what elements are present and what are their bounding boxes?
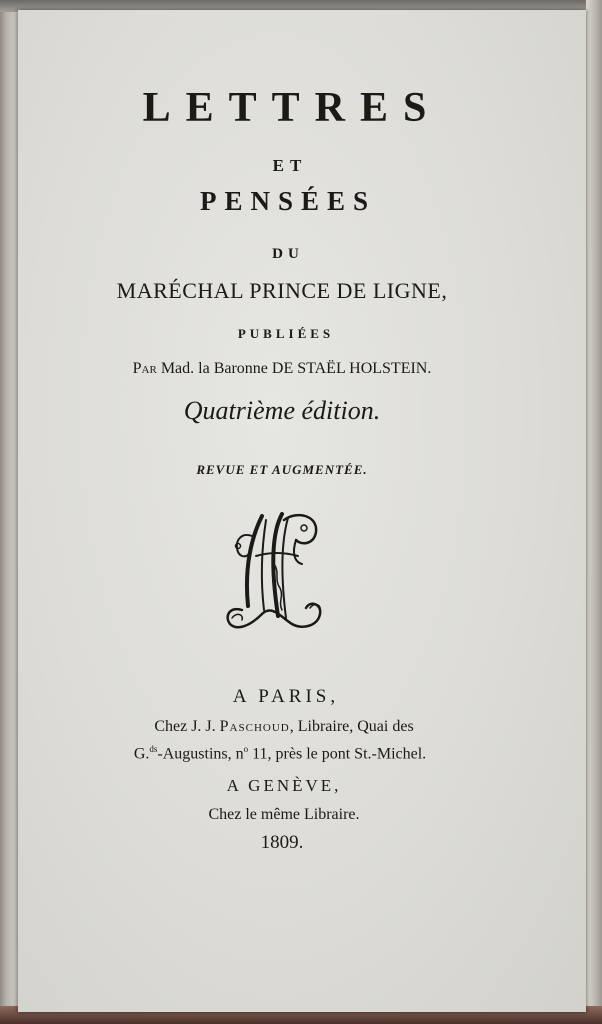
publisher-name: Paschoud [219, 718, 290, 735]
book-right-edge [586, 0, 602, 1024]
imprint-year: 1809. [260, 832, 304, 853]
title-pensees: PENSÉES [199, 186, 377, 216]
editor-line [0, 360, 566, 378]
author-name: MARÉCHAL PRINCE DE LIGNE, [116, 278, 448, 303]
editor-prefix: Par [132, 360, 157, 377]
address-sup-o: o [243, 744, 249, 754]
imprint-address [0, 744, 564, 763]
address-start: G. [133, 745, 150, 763]
imprint-publisher [0, 718, 568, 736]
published-label: PUBLIÉES [237, 326, 335, 341]
title-page [18, 10, 586, 1012]
publisher-prefix: Chez J. J. [154, 718, 220, 735]
address-end: 11, près le pont St.-Michel. [248, 745, 427, 763]
edition-statement: Quatrième édition. [183, 396, 381, 425]
editor-name: DE STAËL HOLSTEIN. [271, 360, 432, 377]
imprint-city-paris: A PARIS, [232, 686, 340, 707]
title-conjunction: ET [272, 156, 308, 175]
monogram-ornament [222, 506, 332, 636]
imprint-city-geneve: A GENÈVE, [226, 776, 342, 795]
title-lettres: LETTRES [142, 85, 442, 131]
revision-statement: REVUE ET AUGMENTÉE. [196, 462, 368, 477]
address-mid: -Augustins, n [157, 745, 244, 763]
address-sup-ds: ds [149, 744, 158, 754]
editor-middle: Mad. la Baronne [156, 360, 272, 377]
imprint-same-publisher: Chez le même Libraire. [208, 806, 360, 823]
publisher-suffix: , Libraire, Quai des [289, 718, 414, 735]
title-preposition: DU [272, 246, 304, 262]
